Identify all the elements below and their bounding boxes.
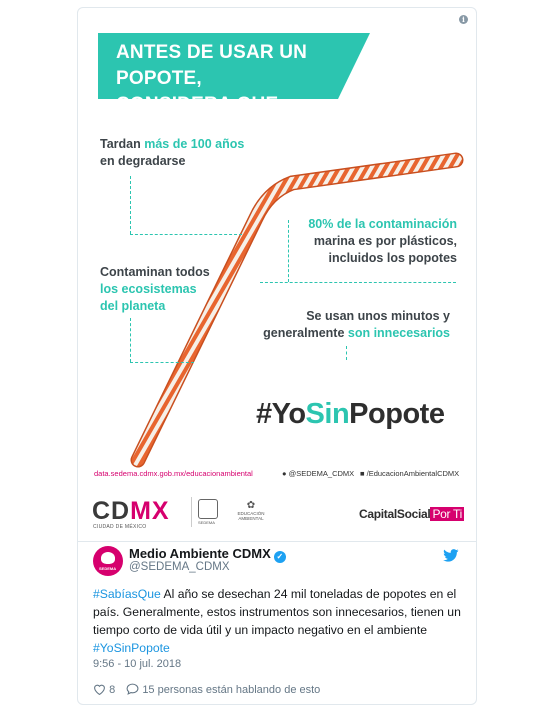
banner-line-2: CONSIDERA QUE: [116, 94, 285, 115]
poster-twitter: ● @SEDEMA_CDMX [282, 469, 355, 478]
banner-line-1: ANTES DE USAR UN POPOTE, [116, 42, 308, 89]
hashtag-yosinpopote: #YoSinPopote [256, 398, 445, 430]
avatar-mark-icon [101, 552, 115, 564]
talking-count[interactable]: 15 personas están hablando de esto [142, 684, 321, 696]
poster-footer [94, 469, 464, 478]
heart-icon[interactable] [93, 683, 106, 695]
capital-social-logo: CapitalSocial Por Ti [359, 507, 463, 521]
user-handle[interactable]: @SEDEMA_CDMX [129, 561, 230, 573]
tweet-card [77, 7, 477, 705]
education-logo: ✿ EDUCACIÓN AMBIENTAL [237, 500, 265, 521]
logo-row [78, 492, 476, 532]
timestamp[interactable]: 9:56 - 10 jul. 2018 [93, 658, 182, 670]
twitter-bird-icon[interactable] [443, 549, 459, 562]
info-icon[interactable]: i [459, 15, 468, 24]
like-count: 8 [109, 684, 116, 696]
dash-line [130, 318, 131, 362]
poster-image[interactable] [78, 8, 476, 542]
hashtag-link[interactable]: #SabíasQue [93, 587, 161, 601]
poster-facebook: ■ /EducacionAmbientalCDMX [360, 469, 460, 478]
dash-line [130, 234, 242, 235]
sedema-logo: SEDEMA [191, 497, 222, 527]
poster-url: data.sedema.cdmx.gob.mx/educacionambiental [94, 469, 253, 478]
dash-line [260, 282, 456, 283]
display-name[interactable]: Medio Ambiente CDMX ✓ [129, 546, 286, 563]
dash-line [130, 362, 194, 363]
fact-degradation: Tardan más de 100 años en degradarse [100, 137, 245, 168]
banner-title [116, 40, 366, 118]
leaf-icon: ✿ [246, 500, 256, 511]
speech-bubble-icon[interactable] [126, 683, 139, 695]
verified-icon: ✓ [274, 551, 286, 563]
sedema-mark-icon [198, 499, 218, 519]
cdmx-subtitle: CIUDAD DE MÉXICO [93, 524, 147, 530]
dash-line [288, 220, 289, 282]
tweet-actions [93, 683, 320, 696]
tweet-text: #SabíasQue Al año se desechan 24 mil toneladas de popotes en el país. Generalmente, estos instrumentos son innecesarios, tienen un tiempo corto de vida útil y un impacto negativo en el ambiente #YoSinPopote [93, 587, 461, 655]
fact-minutes: Se usan unos minutos y generalmente son innecesarios [263, 309, 450, 340]
dash-line [130, 176, 131, 234]
divider [78, 541, 476, 542]
fact-ecosystems: Contaminan todos los ecosistemas del planeta [100, 265, 210, 313]
cdmx-logo: CDMX [92, 497, 170, 525]
hashtag-link[interactable]: #YoSinPopote [93, 641, 170, 655]
avatar[interactable]: SEDEMA [93, 546, 123, 576]
banner [98, 33, 366, 115]
fact-contamination: 80% de la contaminación marina es por plásticos, incluidos los popotes [308, 217, 457, 265]
dash-line [346, 346, 347, 360]
